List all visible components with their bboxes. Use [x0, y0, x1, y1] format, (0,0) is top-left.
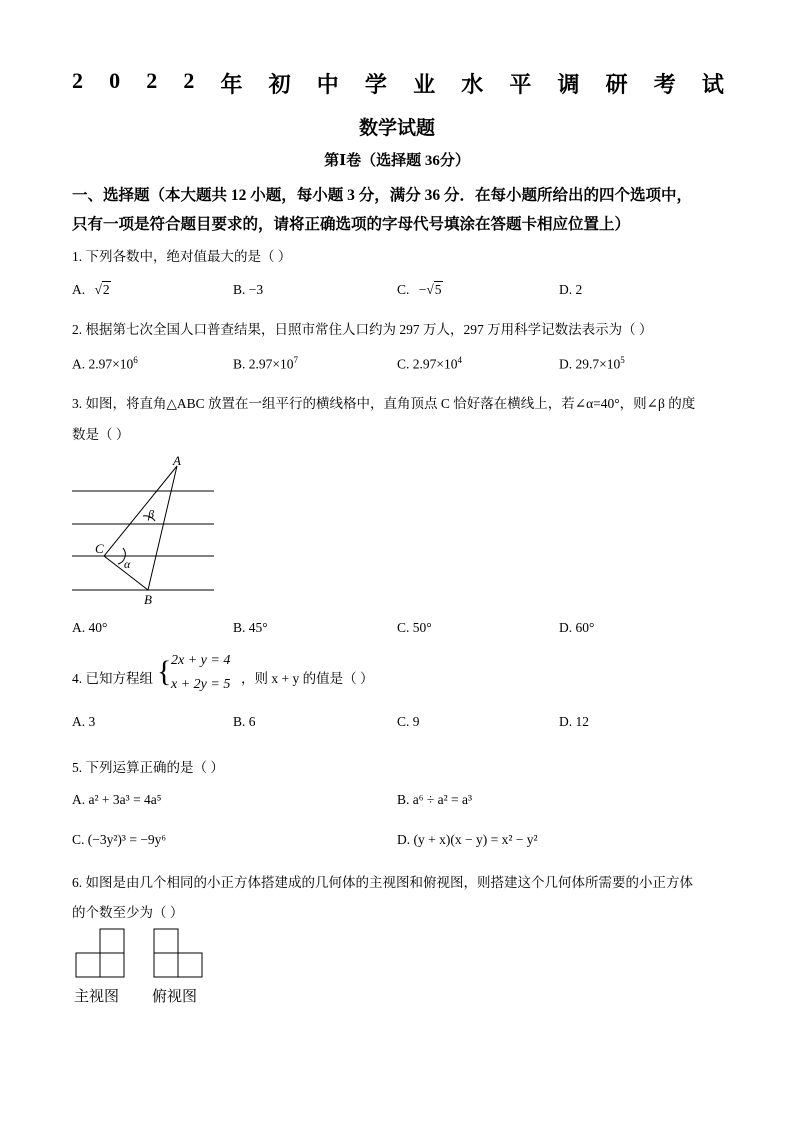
- q3-option-c: C. 50°: [397, 620, 432, 635]
- q3-option-d: D. 60°: [559, 620, 595, 635]
- q5-option-d: D. (y + x)(x − y) = x² − y²: [397, 832, 538, 847]
- q3-option-a: A. 40°: [72, 620, 108, 635]
- q6-views-figure: [74, 928, 206, 980]
- top-view-bottom-left-square: [154, 953, 178, 977]
- front-view-top-square: [100, 929, 124, 953]
- triangle-abc: [104, 466, 177, 590]
- title-char: 研: [605, 72, 628, 97]
- q1-option-c: C. −√5: [397, 282, 442, 297]
- title-char: 0: [109, 68, 121, 93]
- title-char: 2: [146, 68, 158, 93]
- alpha-label: α: [124, 557, 131, 571]
- vertex-a-label: A: [173, 453, 181, 468]
- q5-option-b: B. a⁶ ÷ a² = a³: [397, 792, 473, 807]
- title-char: 年: [220, 72, 243, 97]
- q1-option-a-label: A.: [72, 282, 86, 297]
- q4-option-c: C. 9: [397, 714, 420, 729]
- title-char: 试: [701, 72, 724, 97]
- q4-option-a: A. 3: [72, 714, 96, 729]
- q5-stem: 5. 下列运算正确的是（ ）: [72, 760, 224, 775]
- exam-subtitle: 数学试题: [358, 118, 435, 139]
- q5-option-c: C. (−3y²)³ = −9y⁶: [72, 832, 167, 847]
- section-instructions: [72, 181, 692, 239]
- title-char: 2: [183, 68, 195, 93]
- q4-option-d: D. 12: [559, 714, 589, 729]
- q1-option-c-label: C.: [397, 282, 410, 297]
- title-char: 考: [653, 72, 676, 97]
- q4-equation-2: x + 2y = 5: [171, 677, 231, 692]
- q4-stem-post: ，则 x + y 的值是（ ）: [241, 671, 374, 686]
- q2-option-b: B. $2.97\times 10^7$: [233, 355, 298, 372]
- title-char: 水: [461, 72, 484, 97]
- q3-stem-line-1: 3. 如图，将直角△ABC 放置在一组平行的横线格中，直角顶点 C 恰好落在横线上，若∠α=40°，则∠β 的度: [72, 396, 696, 411]
- q3-triangle-figure: [66, 452, 226, 610]
- q1-option-a: [72, 282, 111, 298]
- q4-equation-1: 2x + y = 4: [171, 653, 231, 668]
- title-char: 学: [364, 72, 387, 97]
- q6-stem-line-2: 的个数至少为（ ）: [72, 905, 184, 920]
- title-char: 业: [413, 72, 436, 97]
- q5-option-a: A. a² + 3a³ = 4a⁵: [72, 792, 162, 807]
- q1-stem: 1. 下列各数中，绝对值最大的是（ ）: [72, 249, 292, 264]
- front-view-label: 主视图: [74, 989, 120, 1005]
- exam-title: [72, 68, 724, 99]
- title-char: 平: [509, 72, 532, 97]
- front-view-bottom-right-square: [100, 953, 124, 977]
- section-line-1: 一、选择题（本大题共 12 小题，每小题 3 分，满分 36 分．在每小题所给出的四个选项中，: [72, 187, 693, 204]
- title-char: 调: [557, 72, 580, 97]
- section-line-2: 只有一项是符合题目要求的，请将正确选项的字母代号填涂在答题卡相应位置上）: [72, 216, 631, 233]
- q2-option-d: D. $29.7\times 10^5$: [559, 355, 625, 372]
- front-view-bottom-left-square: [76, 953, 100, 977]
- q2-option-c: C. $2.97\times 10^4$: [397, 355, 462, 372]
- top-view-top-square: [154, 929, 178, 953]
- title-char: 2: [72, 68, 83, 93]
- q1-option-c-value: 5: [434, 282, 442, 297]
- q4-stem-pre: 4. 已知方程组: [72, 671, 153, 686]
- title-char: 初: [268, 72, 291, 97]
- q1-option-b: B. −3: [233, 282, 264, 297]
- vertex-b-label: B: [144, 592, 152, 607]
- q4-option-b: B. 6: [233, 714, 256, 729]
- q2-stem: 2. 根据第七次全国人口普查结果，日照市常住人口约为 297 万人，297 万用科学记数法表示为（ ）: [72, 322, 653, 337]
- q3-stem-line-2: 数是（ ）: [72, 427, 130, 442]
- volume-heading: 第Ⅰ卷（选择题 36分）: [324, 153, 470, 169]
- q3-option-b: B. 45°: [233, 620, 268, 635]
- q6-stem-line-1: 6. 如图是由几个相同的小正方体搭建成的几何体的主视图和俯视图，则搭建这个几何体所需要的小正方体: [72, 875, 693, 890]
- q2-option-a: A. $2.97\times 10^6$: [72, 355, 138, 372]
- vertex-c-label: C: [95, 541, 104, 556]
- top-view-label: 俯视图: [152, 989, 198, 1005]
- beta-label: β: [148, 507, 154, 521]
- q1-option-a-value: 2: [102, 282, 110, 297]
- title-char: 中: [316, 72, 339, 97]
- sqrt-icon: √: [94, 282, 102, 297]
- q1-option-d: D. 2: [559, 282, 583, 297]
- brace-icon: {: [157, 655, 172, 688]
- top-view-bottom-right-square: [178, 953, 202, 977]
